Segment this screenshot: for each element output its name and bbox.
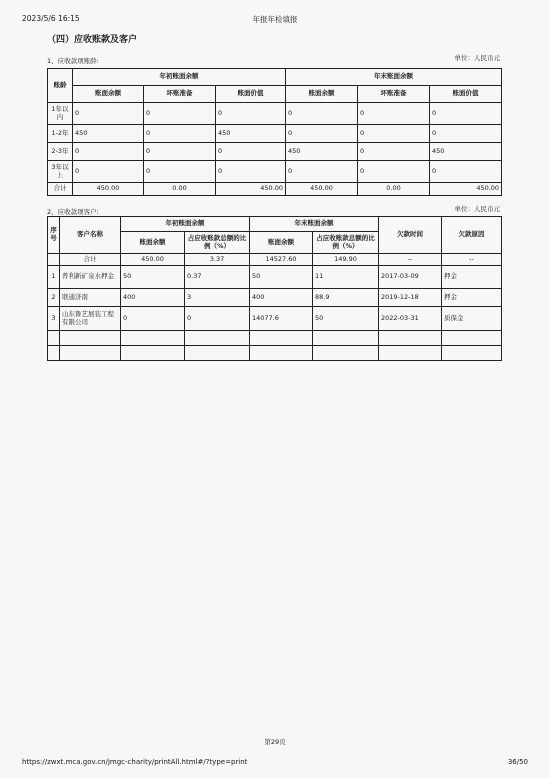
aging-cell: 0 <box>144 143 216 161</box>
aging-age-cell: 1-2年 <box>48 125 73 143</box>
customer-name-header: 客户名称 <box>60 217 121 254</box>
closing-group-header: 年末账面余额 <box>286 69 502 86</box>
closing-book-value-header: 账面价值 <box>430 86 502 103</box>
customers-total-cell: 149.90 <box>313 254 379 266</box>
opening-group-header: 年初账面余额 <box>73 69 286 86</box>
print-url: https://zwxt.mca.gov.cn/jmgc-charity/printAll.html#/?type=print <box>22 758 248 766</box>
customers-total-cell: -- <box>379 254 442 266</box>
aging-total-cell: 450.00 <box>430 183 502 196</box>
customer-cell: 50 <box>121 266 185 289</box>
customer-cell: 押金 <box>442 289 502 307</box>
customer-cell: 2019-12-18 <box>379 289 442 307</box>
aging-row <box>48 161 502 183</box>
aging-cell: 0 <box>430 125 502 143</box>
customer-cell: 400 <box>121 289 185 307</box>
aging-total-cell: 0.00 <box>144 183 216 196</box>
opening-balance-header: 账面余额 <box>121 232 185 254</box>
customers-total-cell: 3.37 <box>185 254 250 266</box>
customers-table <box>47 216 502 361</box>
aging-cell: 0 <box>73 161 144 183</box>
customers-closing-group-header: 年末账面余额 <box>250 217 379 232</box>
customer-cell: 400 <box>250 289 313 307</box>
opening-book-balance-header: 账面余额 <box>73 86 144 103</box>
aging-total-cell: 450.00 <box>216 183 286 196</box>
closing-book-balance-header: 账面余额 <box>286 86 358 103</box>
customer-cell: 0.37 <box>185 266 250 289</box>
aging-cell: 0 <box>286 103 358 125</box>
aging-total-row <box>48 183 502 196</box>
aging-cell: 0 <box>430 103 502 125</box>
aging-cell: 0 <box>430 161 502 183</box>
opening-book-value-header: 账面价值 <box>216 86 286 103</box>
customer-seq: 1 <box>48 266 60 289</box>
customer-row <box>48 266 502 289</box>
customers-unit: 单位：人民币元 <box>454 205 500 213</box>
aging-cell: 0 <box>286 161 358 183</box>
aging-cell: 0 <box>144 103 216 125</box>
aging-total-cell: 450.00 <box>286 183 358 196</box>
customer-name: 普利新矿泉水押金 <box>60 266 121 289</box>
customers-header-row-1 <box>48 217 502 232</box>
closing-bad-debt-header: 坏账准备 <box>358 86 430 103</box>
customer-cell: 质保金 <box>442 307 502 331</box>
print-title: 年报年检填报 <box>252 15 298 24</box>
print-datetime: 2023/5/6 16:15 <box>22 14 80 23</box>
aging-age-cell: 2-3年 <box>48 143 73 161</box>
opening-bad-debt-header: 坏账准备 <box>144 86 216 103</box>
customers-total-row <box>48 254 502 266</box>
aging-unit: 单位：人民币元 <box>454 54 500 62</box>
customers-opening-group-header: 年初账面余额 <box>121 217 250 232</box>
customer-cell: 0 <box>121 307 185 331</box>
aging-header-row-2 <box>48 86 502 103</box>
customer-seq: 3 <box>48 307 60 331</box>
debt-date-header: 欠款时间 <box>379 217 442 254</box>
customer-row-empty <box>48 346 502 361</box>
aging-total-cell: 450.00 <box>73 183 144 196</box>
customers-total-cell: -- <box>442 254 502 266</box>
customer-cell: 0 <box>185 307 250 331</box>
opening-ratio-header: 占应收账款总额的比例（%） <box>185 232 250 254</box>
customer-row <box>48 289 502 307</box>
closing-ratio-header: 占应收账款总额的比例（%） <box>313 232 379 254</box>
customer-cell: 88.9 <box>313 289 379 307</box>
customers-total-cell: 450.00 <box>121 254 185 266</box>
customer-seq: 2 <box>48 289 60 307</box>
aging-cell: 0 <box>144 161 216 183</box>
aging-cell: 0 <box>358 125 430 143</box>
aging-total-cell: 0.00 <box>358 183 430 196</box>
customer-name: 联通济南 <box>60 289 121 307</box>
age-header: 账龄 <box>48 69 73 103</box>
aging-cell: 0 <box>73 143 144 161</box>
aging-cell: 0 <box>358 161 430 183</box>
aging-cell: 450 <box>286 143 358 161</box>
page-number: 第29页 <box>264 738 286 746</box>
aging-total-label: 合计 <box>48 183 73 196</box>
aging-age-cell: 3年以上 <box>48 161 73 183</box>
customers-total-label: 合计 <box>60 254 121 266</box>
seq-header: 序号 <box>48 217 60 254</box>
customer-cell: 2022-03-31 <box>379 307 442 331</box>
aging-age-cell: 1年以内 <box>48 103 73 125</box>
customers-total-seq <box>48 254 60 266</box>
customer-cell: 50 <box>250 266 313 289</box>
customer-cell: 50 <box>313 307 379 331</box>
customer-name: 山东鲁艺展装工程有限公司 <box>60 307 121 331</box>
aging-header-row-1 <box>48 69 502 86</box>
aging-cell: 450 <box>430 143 502 161</box>
customer-cell: 2017-03-09 <box>379 266 442 289</box>
customer-row <box>48 307 502 331</box>
aging-cell: 0 <box>358 143 430 161</box>
customer-cell: 11 <box>313 266 379 289</box>
aging-row <box>48 125 502 143</box>
aging-cell: 0 <box>73 103 144 125</box>
closing-balance-header: 账面余额 <box>250 232 313 254</box>
aging-cell: 0 <box>358 103 430 125</box>
aging-cell: 0 <box>216 143 286 161</box>
aging-caption: 1、应收款项账龄: <box>47 57 99 65</box>
aging-cell: 0 <box>286 125 358 143</box>
aging-row <box>48 143 502 161</box>
customer-cell: 3 <box>185 289 250 307</box>
aging-cell: 450 <box>216 125 286 143</box>
customers-caption: 2、应收款项客户: <box>47 208 99 216</box>
section-title: （四）应收账款及客户 <box>47 35 138 45</box>
aging-cell: 0 <box>144 125 216 143</box>
aging-cell: 0 <box>216 161 286 183</box>
print-header <box>0 14 550 26</box>
customer-row-empty <box>48 331 502 346</box>
page-count: 36/50 <box>507 758 528 766</box>
aging-cell: 0 <box>216 103 286 125</box>
customers-total-cell: 14527.60 <box>250 254 313 266</box>
debt-reason-header: 欠款原因 <box>442 217 502 254</box>
aging-row <box>48 103 502 125</box>
aging-table <box>47 68 502 196</box>
aging-cell: 450 <box>73 125 144 143</box>
customer-cell: 14077.6 <box>250 307 313 331</box>
customer-cell: 押金 <box>442 266 502 289</box>
